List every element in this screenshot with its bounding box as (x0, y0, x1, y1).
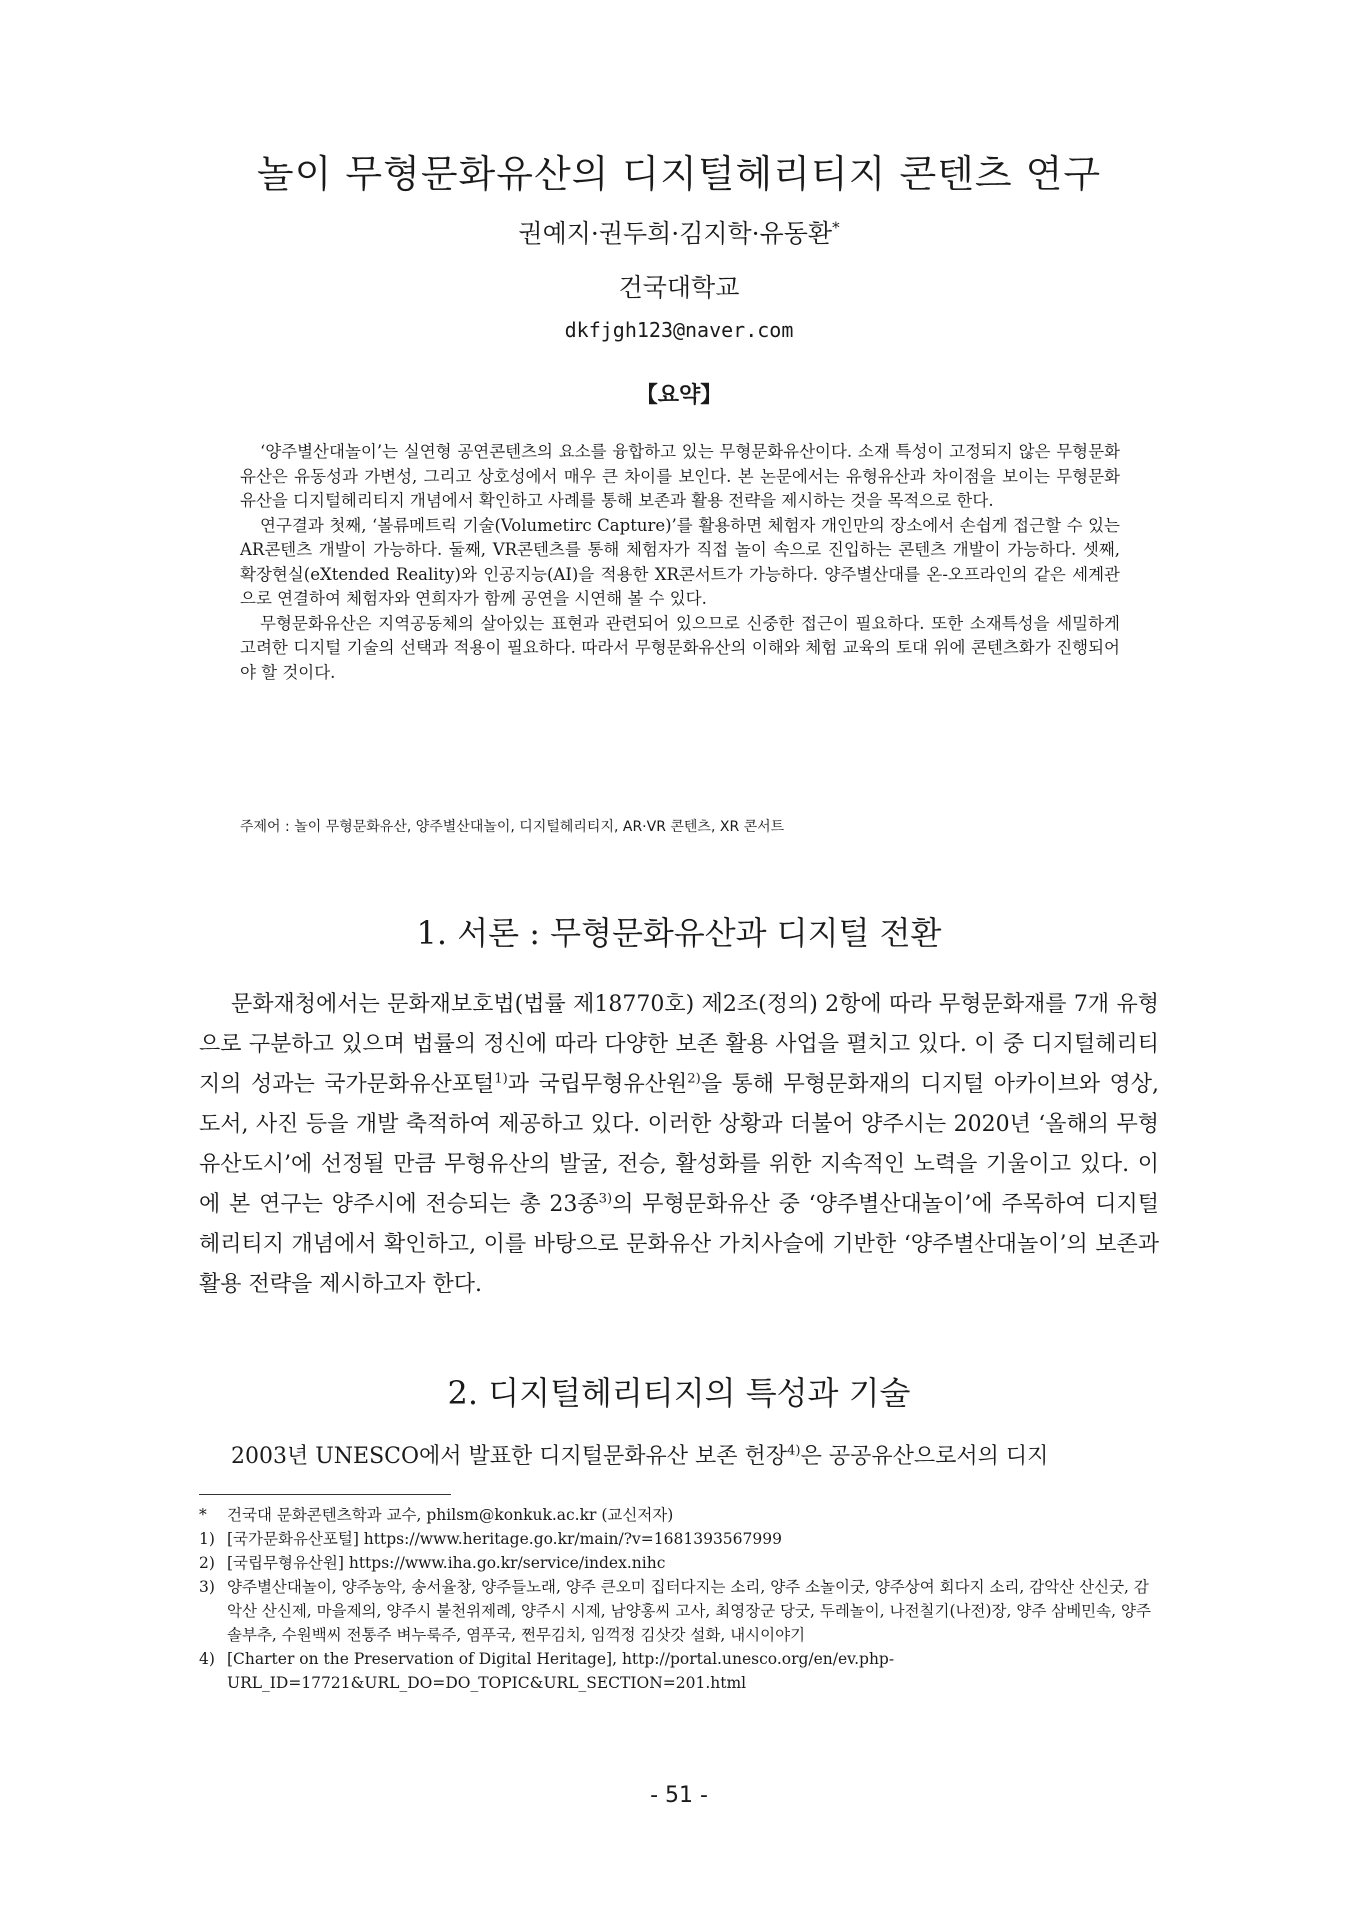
author-names: 권예지·권두희·김지학·유동환 (518, 219, 833, 248)
page-number: - 51 - (650, 1783, 708, 1808)
footnote-ref-1[interactable]: 1) (494, 1071, 508, 1087)
abstract-heading: 【요약】 (635, 383, 723, 408)
footnote-item (199, 1647, 1159, 1695)
abstract-paragraph: ‘양주별산대놀이’는 실연형 공연콘텐츠의 요소를 융합하고 있는 무형문화유산이다. 소재 특성이 고정되지 않은 무형문화유산은 유동성과 가변성, 그리고 상호성에서 매우 큰 차이를 보인다. 본 논문에서는 유형유산과 차이점을 보이는 무형문화유산을 디지털헤리티지 개념에서 확인하고 사례를 통해 보존과 활용 전략을 제시하는 것을 목적으로 한다. (240, 442, 1120, 510)
author-list (0, 214, 1358, 250)
footnote-text: [국가문화유산포털] https://www.heritage.go.kr/main/?v=1681393567999 (227, 1530, 782, 1548)
affiliation: 건국대학교 (618, 273, 740, 302)
footnote-ref-2[interactable]: 2) (687, 1071, 701, 1087)
footnote-divider (199, 1494, 451, 1495)
footnote-ref-3[interactable]: 3) (598, 1191, 613, 1207)
section-2-heading: 2. 디지털헤리티지의 특성과 기술 (447, 1374, 911, 1412)
footnote-item (199, 1575, 1159, 1647)
footnote-item (199, 1527, 1159, 1551)
body-text: 문화재청에서는 문화재보호법(법률 제18770호) 제2조(정의) 2항에 따라 무형문화재를 7개 유형으로 구분하고 있으며 법률의 정신에 따라 다양한 보존 활용 사업을 펼치고 있다. 이 중 디지털헤리티지의 성과는 국가문화유산포털 (199, 992, 1159, 1097)
footnote-item (199, 1551, 1159, 1575)
corresponding-author-mark: * (832, 218, 840, 237)
abstract (240, 440, 1120, 685)
section-1-body (199, 985, 1159, 1305)
body-text: 2003년 UNESCO에서 발표한 디지털문화유산 보존 헌장 (231, 1444, 788, 1469)
body-paragraph (199, 1437, 1159, 1477)
body-text: 은 공공유산으로서의 디지 (800, 1444, 1049, 1469)
body-text: 의 무형문화유산 중 ‘양주별산대놀이’에 주목하여 디지털헤리티지 개념에서 확인하고, 이를 바탕으로 문화유산 가치사슬에 기반한 ‘양주별산대놀이’의 보존과 활용 전략을 제시하고자 한다. (199, 1192, 1160, 1297)
footnote-mark: 3) (199, 1578, 215, 1596)
footnote-mark: 2) (199, 1554, 215, 1572)
abstract-paragraph: 연구결과 첫째, ‘볼류메트릭 기술(Volumetirc Capture)’를 활용하면 체험자 개인만의 장소에서 손쉽게 접근할 수 있는 AR콘텐츠 개발이 가능하다. 둘째, VR콘텐츠를 통해 체험자가 직접 놀이 속으로 진입하는 콘텐츠 개발이 가능하다. 셋째, 확장현실(eXtended Reality)와 인공지능(AI)을 적용한 XR콘서트가 가능하다. 양주별산대를 온-오프라인의 같은 세계관으로 연결하여 체험자와 연희자가 함께 공연을 시연해 볼 수 있다. (240, 515, 1120, 608)
footnote-ref-4[interactable]: 4) (787, 1443, 801, 1459)
body-text: 과 국립무형유산원 (507, 1072, 688, 1097)
body-paragraph (199, 985, 1159, 1305)
section-1-heading: 1. 서론 : 무형문화유산과 디지털 전환 (416, 914, 942, 952)
footnote-mark: 4) (199, 1650, 215, 1668)
body-text: 을 통해 무형문화재의 디지털 아카이브와 영상, 도서, 사진 등을 개발 축적하여 제공하고 있다. 이러한 상황과 더불어 양주시는 2020년 ‘올해의 무형유산도시’에 선정될 만큼 무형유산의 발굴, 전승, 활성화를 위한 지속적인 노력을 기울이고 있다. 이에 본 연구는 양주시에 전승되는 총 23종 (199, 1072, 1159, 1217)
keywords: 주제어 : 놀이 무형문화유산, 양주별산대놀이, 디지털헤리티지, AR·VR 콘텐츠, XR 콘서트 (240, 819, 785, 835)
footnote-text: 건국대 문화콘텐츠학과 교수, philsm@konkuk.ac.kr (교신저자) (227, 1506, 674, 1524)
footnote-text: 양주별산대놀이, 양주농악, 송서율창, 양주들노래, 양주 큰오미 집터다지는 소리, 양주 소놀이굿, 양주상여 회다지 소리, 감악산 산신굿, 감악산 산신제, 마을제의, 양주시 불천위제례, 양주시 시제, 남양홍씨 고사, 최영장군 당굿, 두레놀이, 나전칠기(나전)장, 양주 삼베민속, 양주 솔부추, 수원백씨 전통주 벼누룩주, 염푸국, 쩐무김치, 임꺽정 김삿갓 설화, 내시이야기 (227, 1578, 1151, 1644)
footnotes (199, 1503, 1159, 1695)
author-email: dkfjgh123@naver.com (564, 318, 794, 342)
footnote-mark: 1) (199, 1530, 215, 1548)
footnote-mark: * (199, 1506, 207, 1524)
paper-title: 놀이 무형문화유산의 디지털헤리티지 콘텐츠 연구 (256, 152, 1102, 197)
section-2-body (199, 1437, 1159, 1477)
footnote-text: [Charter on the Preservation of Digital Heritage], http://portal.unesco.org/en/ev.php-URL_ID=17721&URL_DO=DO_TOPIC&URL_SECTION=201.html (227, 1650, 895, 1692)
footnote-text: [국립무형유산원] https://www.iha.go.kr/service/index.nihc (227, 1554, 666, 1572)
footnote-item (199, 1503, 1159, 1527)
abstract-paragraph: 무형문화유산은 지역공동체의 살아있는 표현과 관련되어 있으므로 신중한 접근이 필요하다. 또한 소재특성을 세밀하게 고려한 디지털 기술의 선택과 적용이 필요하다. 따라서 무형문화유산의 이해와 체험 교육의 토대 위에 콘텐츠화가 진행되어야 할 것이다. (240, 613, 1120, 682)
